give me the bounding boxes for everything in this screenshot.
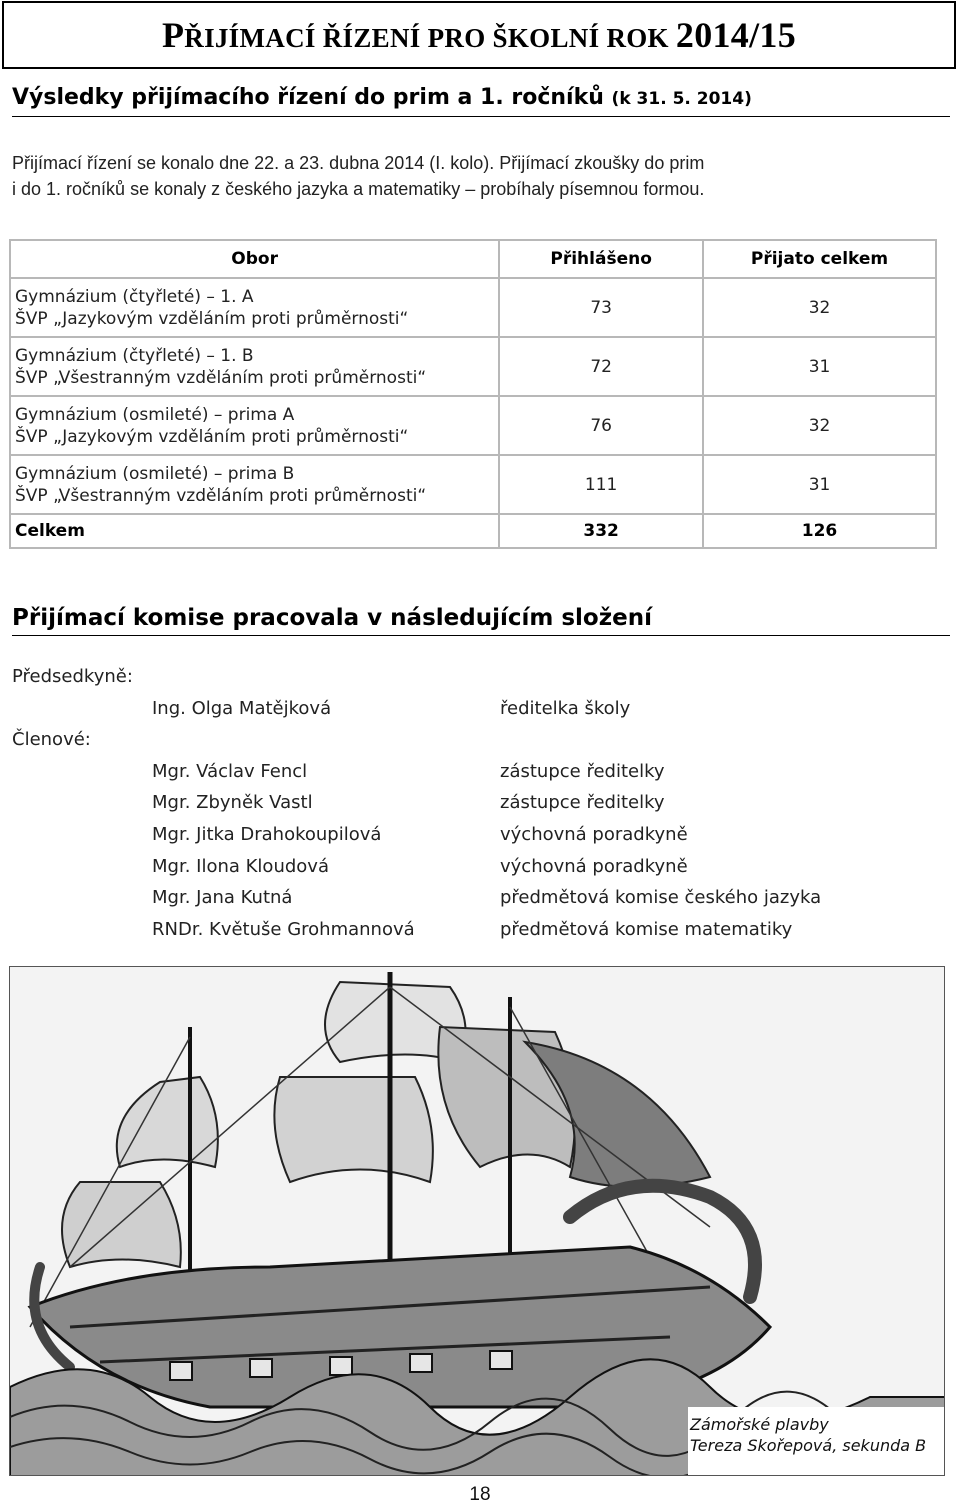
results-heading-date: (k 31. 5. 2014) bbox=[611, 89, 752, 109]
row-prijato: 31 bbox=[703, 337, 936, 396]
member-role: zástupce ředitelky bbox=[500, 761, 665, 782]
artwork-caption bbox=[690, 1414, 926, 1456]
obor-line-1: Gymnázium (osmileté) – prima B bbox=[15, 463, 295, 484]
ship-drawing bbox=[9, 966, 945, 1476]
artwork-author: Tereza Skořepová, sekunda B bbox=[690, 1436, 927, 1455]
row-prijato: 32 bbox=[703, 396, 936, 455]
members-label: Členové: bbox=[12, 729, 91, 750]
member-name: Mgr. Jana Kutná bbox=[152, 887, 293, 908]
intro-line-1: Přijímací řízení se konalo dne 22. a 23. dubna 2014 (I. kolo). Přijímací zkoušky do prim bbox=[12, 153, 705, 173]
member-name: Mgr. Václav Fencl bbox=[152, 761, 308, 782]
title-year: 2014/15 bbox=[675, 15, 796, 55]
header-prihlaseno: Přihlášeno bbox=[499, 240, 703, 278]
title-text: ŘIJÍMACÍ ŘÍZENÍ PRO ŠKOLNÍ ROK bbox=[184, 23, 676, 53]
obor-line-2: ŠVP „Všestranným vzděláním proti průměrnosti“ bbox=[15, 485, 427, 506]
chair-role: ředitelka školy bbox=[500, 698, 631, 719]
ship-illustration bbox=[10, 967, 945, 1476]
row-prihlaseno: 111 bbox=[499, 455, 703, 514]
member-role: výchovná poradkyně bbox=[500, 824, 688, 845]
row-prihlaseno: 76 bbox=[499, 396, 703, 455]
row-prihlaseno: 72 bbox=[499, 337, 703, 396]
obor-line-2: ŠVP „Jazykovým vzděláním proti průměrnosti“ bbox=[15, 426, 409, 447]
results-heading-text: Výsledky přijímacího řízení do prim a 1. ročníků bbox=[12, 85, 604, 110]
obor-line-1: Gymnázium (čtyřleté) – 1. A bbox=[15, 286, 254, 307]
member-name: Mgr. Jitka Drahokoupilová bbox=[152, 824, 382, 845]
member-role: zástupce ředitelky bbox=[500, 792, 665, 813]
commission-heading: Přijímací komise pracovala v následujícím složení bbox=[12, 605, 950, 636]
intro-line-2: i do 1. ročníků se konaly z českého jazyka a matematiky – probíhaly písemnou formou. bbox=[12, 179, 705, 199]
member-role: předmětová komise českého jazyka bbox=[500, 887, 822, 908]
total-prijato: 126 bbox=[703, 514, 936, 548]
title-initial: P bbox=[161, 15, 185, 55]
obor-line-1: Gymnázium (osmileté) – prima A bbox=[15, 404, 295, 425]
header-prijato: Přijato celkem bbox=[703, 240, 936, 278]
page-number: 18 bbox=[469, 1484, 491, 1505]
member-role: výchovná poradkyně bbox=[500, 856, 688, 877]
member-name: RNDr. Květuše Grohmannová bbox=[152, 919, 415, 940]
total-prihlaseno: 332 bbox=[499, 514, 703, 548]
artwork-title: Zámořské plavby bbox=[690, 1415, 829, 1434]
chair-label: Předsedkyně: bbox=[12, 666, 133, 687]
total-label: Celkem bbox=[10, 514, 499, 548]
header-obor: Obor bbox=[10, 240, 499, 278]
member-name: Mgr. Ilona Kloudová bbox=[152, 856, 329, 877]
member-role: předmětová komise matematiky bbox=[500, 919, 793, 940]
chair-name: Ing. Olga Matějková bbox=[152, 698, 332, 719]
obor-line-1: Gymnázium (čtyřleté) – 1. B bbox=[15, 345, 254, 366]
obor-line-2: ŠVP „Všestranným vzděláním proti průměrnosti“ bbox=[15, 367, 427, 388]
row-prijato: 31 bbox=[703, 455, 936, 514]
obor-line-2: ŠVP „Jazykovým vzděláním proti průměrnosti“ bbox=[15, 308, 409, 329]
row-prijato: 32 bbox=[703, 278, 936, 337]
row-prihlaseno: 73 bbox=[499, 278, 703, 337]
member-name: Mgr. Zbyněk Vastl bbox=[152, 792, 313, 813]
